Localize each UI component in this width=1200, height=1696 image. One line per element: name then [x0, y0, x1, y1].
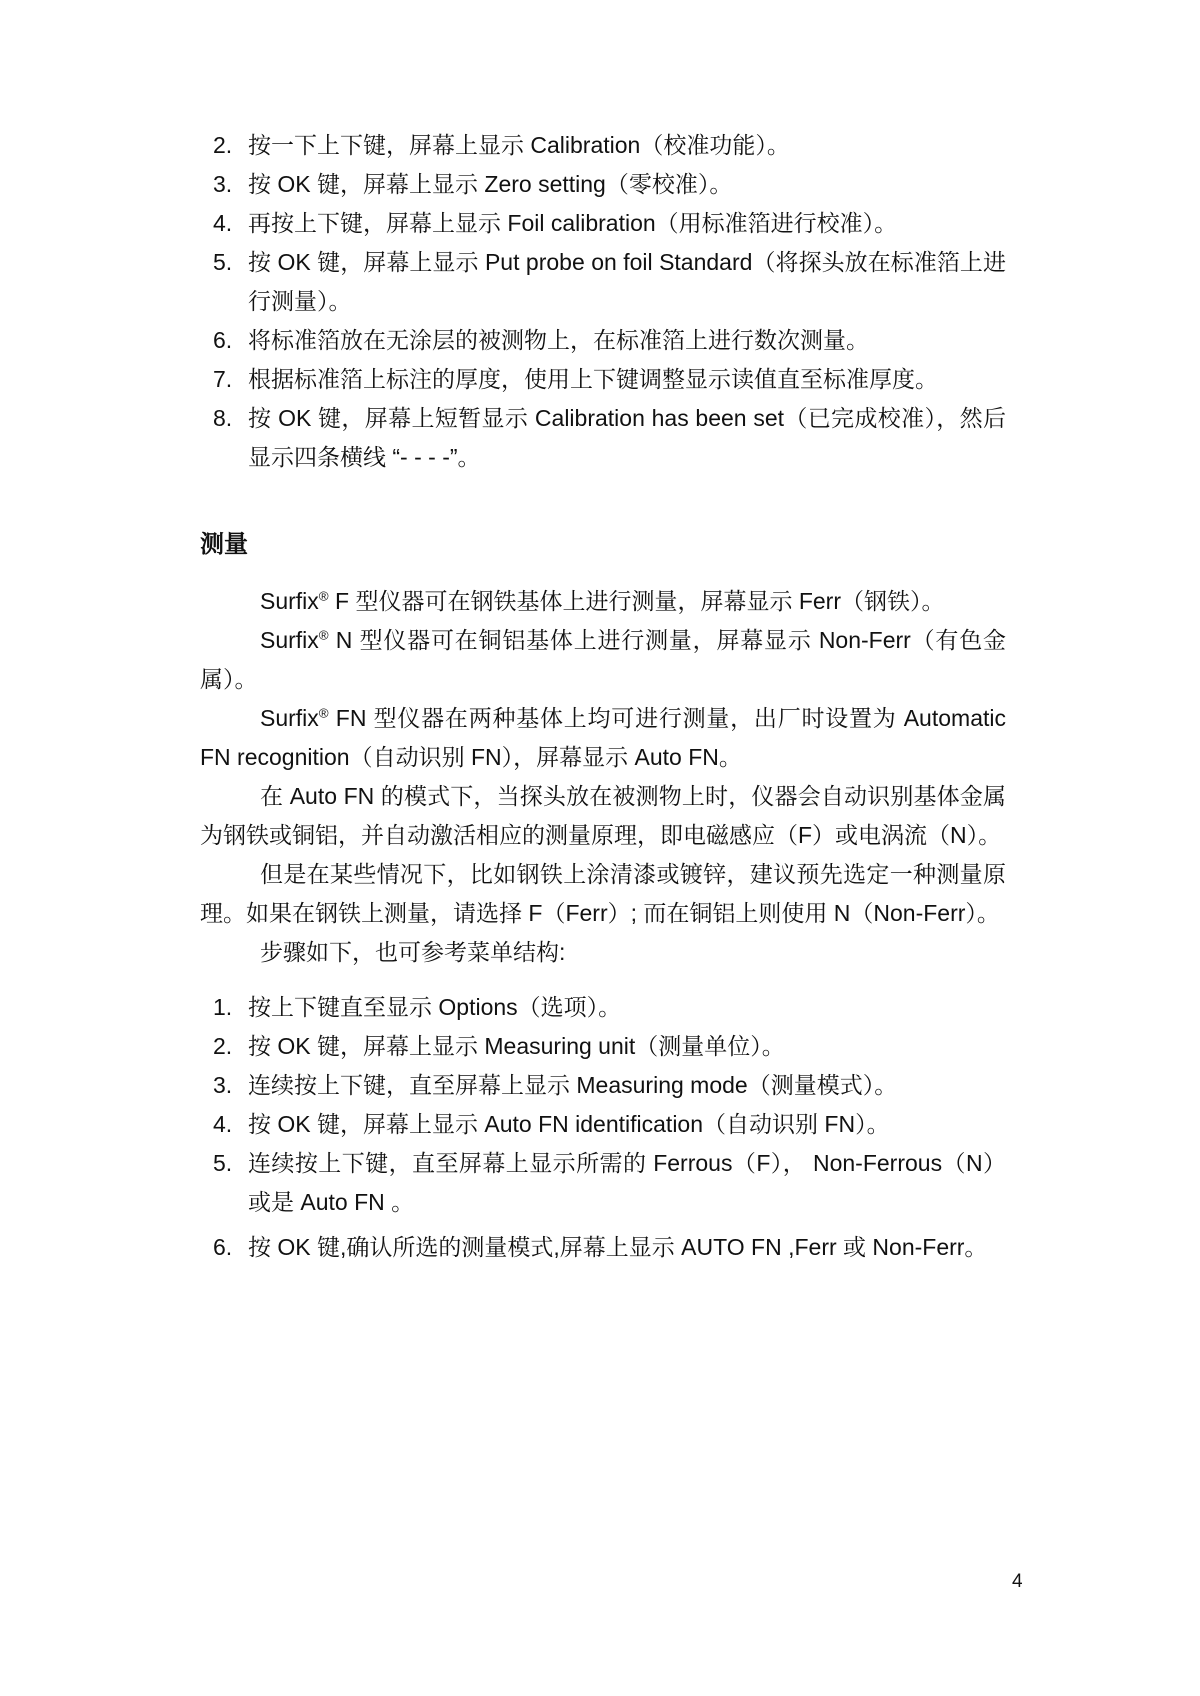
list-item	[200, 1105, 1006, 1144]
list-item-number: 7.	[213, 366, 233, 392]
list-item-number: 4.	[213, 1111, 233, 1137]
list-item-text: 按 OK 键，屏幕上显示 Put probe on foil Standard（将探头放在标准箔上进行测量）。	[248, 249, 1006, 314]
list-item-number: 5.	[213, 1150, 233, 1176]
list-item	[200, 1228, 1006, 1267]
list-item	[200, 204, 1006, 243]
brand-name: Surfix	[260, 627, 319, 653]
list-item-number: 3.	[213, 1072, 233, 1098]
list-item-text: 连续按上下键，直至屏幕上显示 Measuring mode（测量模式）。	[248, 1072, 898, 1098]
section-heading-measurement: 测量	[200, 531, 248, 558]
page-content	[200, 126, 1006, 1267]
paragraph-steps-intro: 步骤如下，也可参考菜单结构:	[260, 939, 566, 965]
paragraph-surfix-n	[200, 621, 1006, 699]
registered-trademark-symbol: ®	[318, 588, 329, 604]
list-item	[200, 1144, 1006, 1222]
paragraph-text: F 型仪器可在钢铁基体上进行测量，屏幕显示 Ferr（钢铁）。	[328, 588, 945, 614]
list-item	[200, 360, 1006, 399]
paragraph-auto-fn-mode: 在 Auto FN 的模式下，当探头放在被测物上时，仪器会自动识别基体金属为钢铁或铜铝，并自动激活相应的测量原理，即电磁感应（F）或电涡流（N）。	[200, 783, 1006, 848]
list-item	[200, 988, 1006, 1027]
list-item-number: 2.	[213, 1033, 233, 1059]
list-item	[200, 165, 1006, 204]
registered-trademark-symbol: ®	[318, 627, 329, 643]
brand-name: Surfix	[260, 588, 319, 614]
paragraph-text: N 型仪器可在铜铝基体上进行测量，屏幕显示 Non-Ferr（有色金属）。	[200, 627, 1006, 692]
list-item-number: 2.	[213, 132, 233, 158]
list-item-text: 再按上下键，屏幕上显示 Foil calibration（用标准箔进行校准）。	[248, 210, 898, 236]
paragraph-surfix-fn	[200, 699, 1006, 777]
list-item	[200, 126, 1006, 165]
list-item	[200, 1027, 1006, 1066]
list-item	[200, 243, 1006, 321]
list-item-text: 按 OK 键,确认所选的测量模式,屏幕上显示 AUTO FN ,Ferr 或 Non-Ferr。	[248, 1234, 988, 1260]
paragraph-mode-advice: 但是在某些情况下，比如钢铁上涂清漆或镀锌，建议预先选定一种测量原理。如果在钢铁上测量，请选择 F（Ferr）; 而在铜铝上则使用 N（Non-Ferr）。	[200, 861, 1006, 926]
paragraph-surfix-f	[200, 582, 1006, 621]
list-item-number: 1.	[213, 994, 233, 1020]
list-item-text: 连续按上下键，直至屏幕上显示所需的 Ferrous（F）， Non-Ferrous（N）或是 Auto FN 。	[248, 1150, 1006, 1215]
list-item	[200, 399, 1006, 477]
list-item-text: 按 OK 键，屏幕上显示 Measuring unit（测量单位）。	[248, 1033, 785, 1059]
page-number: 4	[1012, 1571, 1023, 1592]
list-item-text: 按 OK 键，屏幕上短暂显示 Calibration has been set（已完成校准），然后显示四条横线 “- - - -”。	[248, 405, 1006, 470]
list-item-text: 按 OK 键，屏幕上显示 Zero setting（零校准）。	[248, 171, 733, 197]
mode-steps-list	[200, 988, 1006, 1267]
list-item	[200, 1066, 1006, 1105]
list-item-number: 6.	[213, 1234, 233, 1260]
list-item-number: 4.	[213, 210, 233, 236]
list-item-number: 5.	[213, 249, 233, 275]
list-item-number: 3.	[213, 171, 233, 197]
brand-name: Surfix	[260, 705, 319, 731]
calibration-steps-list	[200, 126, 1006, 477]
list-item-text: 按 OK 键，屏幕上显示 Auto FN identification（自动识别 FN）。	[248, 1111, 890, 1137]
paragraph-text: FN 型仪器在两种基体上均可进行测量，出厂时设置为 Automatic FN recognition（自动识别 FN），屏幕显示 Auto FN。	[200, 705, 1006, 770]
list-item-number: 8.	[213, 405, 233, 431]
list-item-text: 将标准箔放在无涂层的被测物上，在标准箔上进行数次测量。	[248, 327, 869, 353]
list-item	[200, 321, 1006, 360]
registered-trademark-symbol: ®	[318, 705, 329, 721]
list-item-text: 根据标准箔上标注的厚度，使用上下键调整显示读值直至标准厚度。	[248, 366, 938, 392]
list-item-text: 按上下键直至显示 Options（选项）。	[248, 994, 622, 1020]
list-item-number: 6.	[213, 327, 233, 353]
list-item-text: 按一下上下键，屏幕上显示 Calibration（校准功能）。	[248, 132, 790, 158]
